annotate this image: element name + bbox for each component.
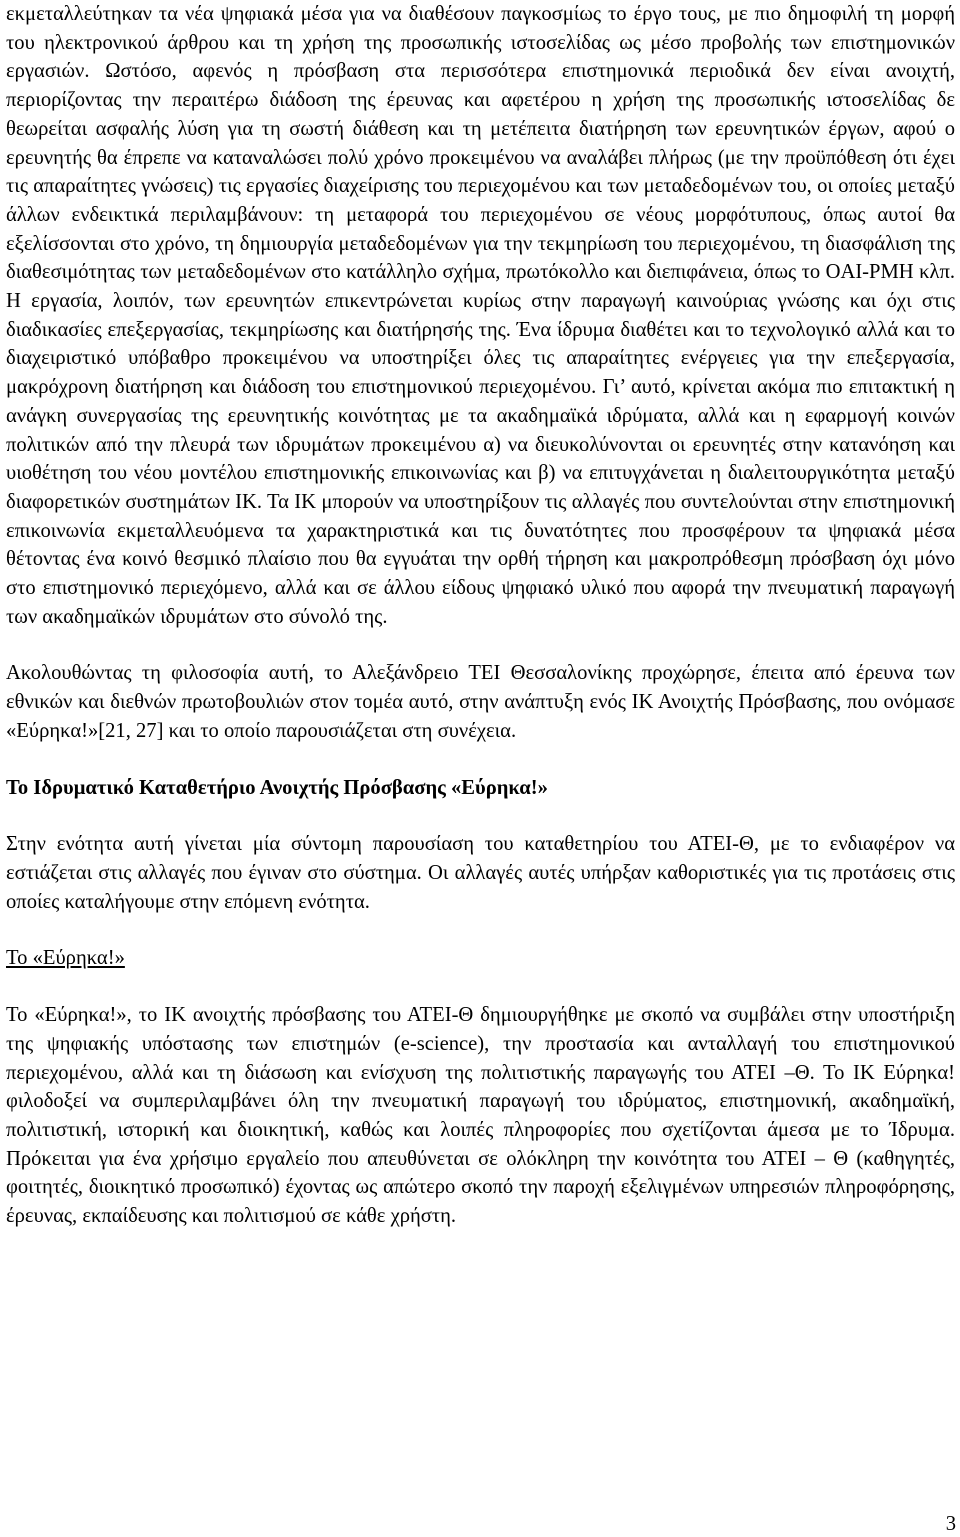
page-number: 3: [945, 1513, 956, 1535]
body-paragraph: Ακολουθώντας τη φιλοσοφία αυτή, το Αλεξάνδρειο ΤΕΙ Θεσσαλονίκης προχώρησε, έπειτα από έρευνα των εθνικών και διεθνών πρωτοβουλιών στον τομέα αυτό, στην ανάπτυξη ενός ΙΚ Ανοιχτής Πρόσβασης, που ονόμασε «Εύρηκα!»[21, 27] και το οποίο παρουσιάζεται στη συνέχεια.: [6, 662, 955, 742]
body-paragraph: Το «Εύρηκα!», το ΙΚ ανοιχτής πρόσβασης του ΑΤΕΙ-Θ δημιουργήθηκε με σκοπό να συμβάλει στην υποστήριξη της ψηφιακής υπόστασης των επιστημών (e-science), την προστασία και ανταλλαγή του επιστημονικού περιεχομένου, αλλά και τη διάσωση και ενίσχυση της πολιτιστικής παραγωγής του ΑΤΕΙ –Θ. Το ΙΚ Εύρηκα! φιλοδοξεί να συμπεριλαμβάνει όλη την πνευματική παραγωγή του ιδρύματος, επιστημονική, ακαδημαϊκή, πολιτιστική, ιστορική και διοικητική, καθώς και λοιπές πληροφορίες που σχετίζονται άμεσα με το Ίδρυμα. Πρόκειται για ένα χρήσιμο εργαλείο που απευθύνεται σε ολόκληρη την κοινότητα του ΑΤΕΙ – Θ (καθηγητές, φοιτητές, διοικητικό προσωπικό) έχοντας ως απώτερο σκοπό την παροχή εξελιγμένων υπηρεσιών πληροφόρησης, έρευνας, εκπαίδευσης και πολιτισμού σε κάθε χρήστη.: [6, 1004, 955, 1228]
document-page: [6, 0, 955, 1231]
section-heading: Το Ιδρυματικό Καταθετήριο Ανοιχτής Πρόσβασης «Εύρηκα!»: [6, 776, 548, 799]
subsection-heading: Το «Εύρηκα!»: [6, 947, 125, 970]
body-paragraph: εκμεταλλεύτηκαν τα νέα ψηφιακά μέσα για να διαθέσουν παγκοσμίως το έργο τους, με πιο δημοφιλή τη μορφή του ηλεκτρονικού άρθρου και τη χρήση της προσωπικής ιστοσελίδας ως μέσο προβολής των επιστημονικών εργασιών. Ωστόσο, αφενός η πρόσβαση στα περισσότερα επιστημονικά περιοδικά δεν είναι ανοιχτή, περιορίζοντας την περαιτέρω διάδοση της έρευνας και αφετέρου η χρήση της προσωπικής ιστοσελίδας δε θεωρείται ασφαλής λύση για τη σωστή διάθεση και τη μετέπειτα διατήρηση των ερευνητικών έργων, αφού ο ερευνητής θα έπρεπε να καταναλώσει πολύ χρόνο προκειμένου να αναλάβει πλήρως (με την προϋπόθεση ότι έχει τις απαραίτητες γνώσεις) τις εργασίες διαχείρισης του περιεχομένου και των μεταδεδομένων του, οι οποίες μεταξύ άλλων ενδεικτικά περιλαμβάνουν: τη μεταφορά του περιεχομένου σε νέους μορφότυπους, όπως αυτοί θα εξελίσσονται στο χρόνο, τη δημιουργία μεταδεδομένων για την τεκμηρίωση του περιεχομένου, τη διασφάλιση της διαθεσιμότητας των μεταδεδομένων στο κατάλληλο σχήμα, πρωτόκολλο και διεπιφάνεια, όπως το OAI-PMH κλπ. Η εργασία, λοιπόν, των ερευνητών επικεντρώνεται κυρίως στην παραγωγή καινούριας γνώσης και όχι στις διαδικασίες επεξεργασίας, τεκμηρίωσης και διατήρησής της. Ένα ίδρυμα διαθέτει και το τεχνολογικό αλλά και το διαχειριστικό υπόβαθρο προκειμένου να υποστηρίξει όλες τις απαραίτητες ενέργειες για την επεξεργασία, μακρόχρονη διατήρηση και διάδοση του επιστημονικού περιεχομένου. Γι’ αυτό, κρίνεται ακόμα πιο επιτακτική η ανάγκη συνεργασίας της ερευνητικής κοινότητας με τα ακαδημαϊκά ιδρύματα, αλλά και η εφαρμογή κοινών πολιτικών από την πλευρά των ιδρυμάτων προκειμένου α) να διευκολύνονται οι ερευνητές στην κατανόηση και υιοθέτηση του νέου μοντέλου επιστημονικής επικοινωνίας και β) να επιτυγχάνεται η διαλειτουργικότητα μεταξύ διαφορετικών συστημάτων ΙΚ. Τα ΙΚ μπορούν να υποστηρίξουν τις αλλαγές που συντελούνται στην επιστημονική επικοινωνία εκμεταλλευόμενα τα χαρακτηριστικά και τις δυνατότητες που προσφέρουν τα ψηφιακά μέσα θέτοντας ένα κοινό θεσμικό πλαίσιο που θα εγγυάται την ορθή τήρηση και μακροπρόθεσμη πρόσβαση όχι μόνο στο επιστημονικό περιεχόμενο, αλλά και σε άλλου είδους ψηφιακό υλικό που αφορά την πνευματική παραγωγή των ακαδημαϊκών ιδρυμάτων στο σύνολό της.: [6, 3, 955, 628]
body-paragraph: Στην ενότητα αυτή γίνεται μία σύντομη παρουσίαση του καταθετηρίου του ΑΤΕΙ-Θ, με το ενδιαφέρον να εστιάζεται στις αλλαγές που έγιναν στο σύστημα. Οι αλλαγές αυτές υπήρξαν καθοριστικές για τις προτάσεις στις οποίες καταλήγουμε στην επόμενη ενότητα.: [6, 833, 955, 913]
